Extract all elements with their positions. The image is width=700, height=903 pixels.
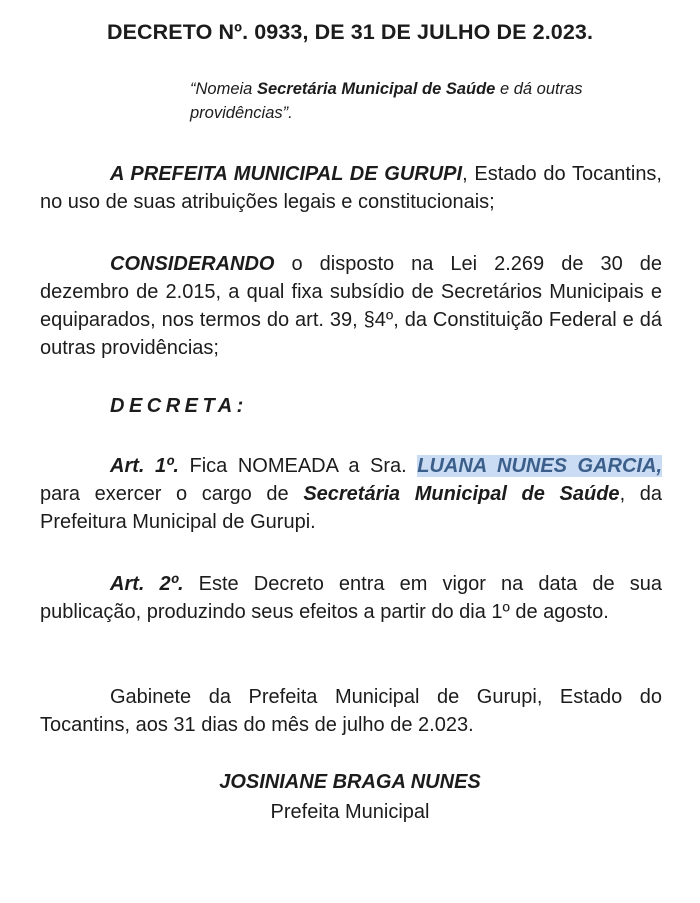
decree-summary bbox=[190, 77, 660, 125]
decreta-heading: DECRETA: bbox=[110, 395, 248, 417]
decree-title: DECRETO Nº. 0933, DE 31 DE JULHO DE 2.023. bbox=[106, 20, 594, 44]
signatory-role: Prefeita Municipal bbox=[270, 801, 430, 823]
considerando-label: CONSIDERANDO bbox=[110, 253, 275, 275]
article-1-text-a: Fica NOMEADA a Sra. bbox=[178, 455, 418, 477]
article-2-label: Art. 2º. bbox=[110, 573, 184, 595]
article-2 bbox=[40, 570, 662, 626]
summary-rest: e dá outras providências”. bbox=[190, 80, 583, 122]
signatory-name: JOSINIANE BRAGA NUNES bbox=[219, 771, 481, 793]
preamble-authority: A PREFEITA MUNICIPAL DE GURUPI bbox=[110, 163, 463, 185]
summary-open: “Nomeia bbox=[190, 80, 257, 98]
article-2-text: Este Decreto entra em vigor na data de sua publicação, produzindo seus efeitos a partir do dia 1º de agosto. bbox=[40, 573, 662, 623]
appointee-name: LUANA NUNES GARCIA, bbox=[417, 455, 662, 477]
article-1 bbox=[40, 452, 662, 536]
appointed-role: Secretária Municipal de Saúde bbox=[303, 483, 620, 505]
closing-paragraph: Gabinete da Prefeita Municipal de Gurupi, Estado do Tocantins, aos 31 dias do mês de julho de 2.023. bbox=[40, 686, 662, 736]
article-1-text-c: , da Prefeitura Municipal de Gurupi. bbox=[40, 483, 663, 533]
preamble-paragraph bbox=[40, 160, 662, 216]
article-1-label: Art. 1º. bbox=[110, 455, 179, 477]
considerando-text: o disposto na Lei 2.269 de 30 de dezembro de 2.015, a qual fixa subsídio de Secretários Municipais e equiparados, nos termos do art. 39, §4º, da Constituição Federal e dá outras providências; bbox=[40, 253, 662, 359]
article-1-text-b: para exercer o cargo de bbox=[40, 483, 304, 505]
preamble-text: , Estado do Tocantins, no uso de suas atribuições legais e constitucionais; bbox=[40, 163, 662, 213]
summary-bold: Secretária Municipal de Saúde bbox=[256, 80, 496, 98]
considerando-paragraph bbox=[40, 250, 662, 362]
